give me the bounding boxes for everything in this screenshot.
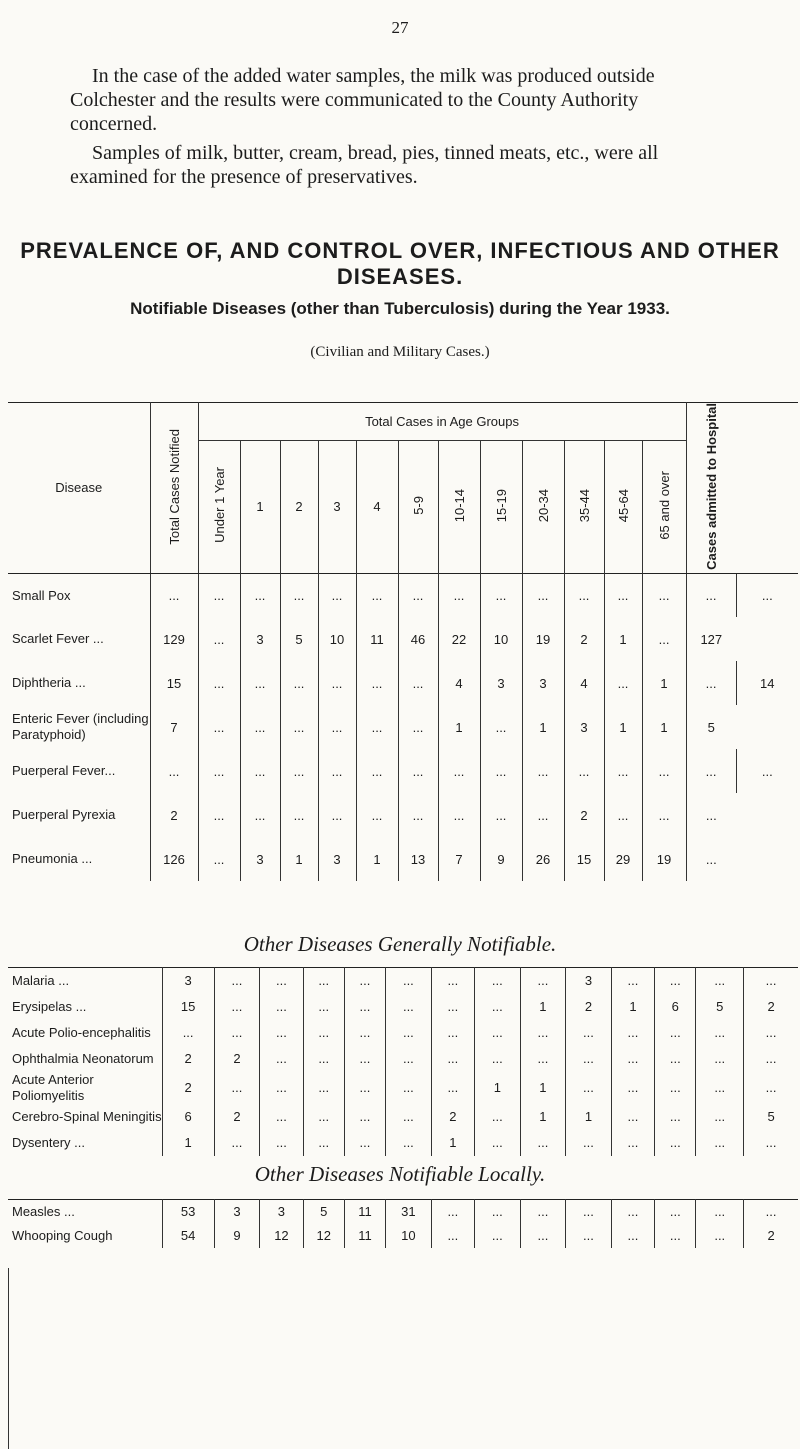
table-cell: 12: [260, 1224, 303, 1248]
table-cell: ...: [318, 661, 356, 705]
header-age-4: 4: [356, 440, 398, 573]
table-row: [8, 1046, 798, 1072]
disease-name: Erysipelas ...: [12, 998, 87, 1014]
table-cell: ...: [475, 1104, 521, 1130]
section2-title: Other Diseases Generally Notifiable.: [243, 932, 557, 956]
table-cell: ...: [744, 968, 798, 994]
table-cell: 127: [686, 617, 736, 661]
table-cell: ...: [611, 1130, 654, 1156]
table-cell: ...: [438, 573, 480, 617]
header-age-under1: Under 1 Year: [198, 440, 240, 573]
table-cell: 19: [522, 617, 564, 661]
table-cell: ...: [198, 837, 240, 881]
table-cell: 2: [162, 1046, 214, 1072]
table-cell: ...: [686, 837, 736, 881]
table-subheading: Notifiable Diseases (other than Tuberculosis) during the Year 1933.: [130, 299, 670, 318]
table-cell: ...: [344, 968, 385, 994]
table-cell: 5: [686, 705, 736, 749]
table-cell: ...: [696, 1046, 744, 1072]
table-cell: ...: [260, 1104, 303, 1130]
table-cell: 15: [162, 994, 214, 1020]
table-cell: ...: [303, 1020, 344, 1046]
table-cell: 3: [162, 968, 214, 994]
table-cell: ...: [214, 1072, 260, 1104]
table-cell: ...: [655, 1020, 696, 1046]
table-cell: 3: [318, 837, 356, 881]
table-cell: ...: [214, 1130, 260, 1156]
table-cell: ...: [604, 749, 642, 793]
table-row: [8, 994, 798, 1020]
table-cell: ...: [642, 617, 686, 661]
table-cell: 2: [162, 1072, 214, 1104]
notifiable-diseases-table: [8, 402, 798, 881]
disease-name: Acute Polio-encephalitis: [12, 1024, 151, 1040]
table-cell: 3: [240, 617, 280, 661]
table-cell: ...: [566, 1224, 612, 1248]
table-cell: ...: [611, 1020, 654, 1046]
table-cell: ...: [386, 1104, 432, 1130]
table-cell: ...: [356, 793, 398, 837]
table-cell: ...: [642, 573, 686, 617]
table-cell: ...: [744, 1200, 798, 1224]
table-cell: ...: [386, 1046, 432, 1072]
table-cell: ...: [564, 573, 604, 617]
header-age-groups: Total Cases in Age Groups: [198, 403, 686, 441]
table-row: [8, 1200, 798, 1224]
table-cell: ...: [318, 705, 356, 749]
table-cell: ...: [431, 1046, 474, 1072]
table-cell: ...: [386, 968, 432, 994]
table-cell: ...: [240, 793, 280, 837]
table-cell: ...: [611, 1046, 654, 1072]
table-cell: 3: [522, 661, 564, 705]
local-notifiable-table: [8, 1199, 798, 1248]
table-cell: ...: [475, 1046, 521, 1072]
table-cell: ...: [318, 573, 356, 617]
table-cell: ...: [611, 1104, 654, 1130]
table-cell: ...: [431, 1200, 474, 1224]
table-cell: 2: [744, 1224, 798, 1248]
table-cell: ...: [480, 573, 522, 617]
table-cell: ...: [522, 793, 564, 837]
disease-name: Enteric Fever (including Paratyphoid): [12, 711, 149, 743]
header-age-5-9: 5-9: [398, 440, 438, 573]
disease-name: Scarlet Fever ...: [12, 631, 104, 647]
table-cell: ...: [303, 968, 344, 994]
table-cell: 11: [356, 617, 398, 661]
table-cell: ...: [566, 1130, 612, 1156]
table-cell: 1: [604, 617, 642, 661]
table-cell: ...: [260, 1046, 303, 1072]
table-cell: ...: [214, 994, 260, 1020]
table-cell: 13: [398, 837, 438, 881]
table-cell: ...: [520, 1224, 566, 1248]
table-cell: 5: [744, 1104, 798, 1130]
table-cell: ...: [438, 793, 480, 837]
table-cell: 1: [604, 705, 642, 749]
table-row: [8, 705, 798, 749]
table-cell: 3: [260, 1200, 303, 1224]
table-cell: 4: [564, 661, 604, 705]
table-cell: ...: [566, 1046, 612, 1072]
table-cell: 1: [642, 661, 686, 705]
table-cell: ...: [318, 749, 356, 793]
header-disease: Disease: [8, 403, 150, 574]
disease-name: Small Pox: [12, 587, 71, 603]
table-cell: ...: [280, 573, 318, 617]
table-cell: ...: [696, 1020, 744, 1046]
page-number: 27: [391, 18, 409, 37]
table-row: [8, 837, 798, 881]
table-cell: ...: [198, 705, 240, 749]
table-cell: ...: [520, 968, 566, 994]
table-cell: ...: [611, 1200, 654, 1224]
table-row: [8, 1104, 798, 1130]
table-cell: ...: [431, 994, 474, 1020]
table-cell: ...: [696, 1104, 744, 1130]
table-cell: ...: [522, 749, 564, 793]
table-cell: 1: [438, 705, 480, 749]
table-cell: ...: [520, 1200, 566, 1224]
table-cell: ...: [686, 661, 736, 705]
table-cell: ...: [431, 1020, 474, 1046]
table-cell: ...: [696, 968, 744, 994]
table-cell: 1: [522, 705, 564, 749]
table-cell: ...: [431, 968, 474, 994]
left-margin-rule: [8, 1268, 9, 1449]
table-row: [8, 1224, 798, 1248]
table-cell: ...: [150, 573, 198, 617]
table-cell: 2: [214, 1046, 260, 1072]
table-cell: 12: [303, 1224, 344, 1248]
table-cell: ...: [522, 573, 564, 617]
table-cell: 54: [162, 1224, 214, 1248]
disease-name: Whooping Cough: [12, 1227, 113, 1243]
table-cell: ...: [642, 793, 686, 837]
section-heading: PREVALENCE OF, AND CONTROL OVER, INFECTIOUS AND OTHER DISEASES.: [20, 238, 780, 289]
table-cell: ...: [475, 1224, 521, 1248]
table-cell: ...: [356, 573, 398, 617]
table-cell: 2: [150, 793, 198, 837]
table-cell: ...: [611, 1072, 654, 1104]
header-age-20-34: 20-34: [522, 440, 564, 573]
table-cell: 6: [162, 1104, 214, 1130]
table-cell: 7: [150, 705, 198, 749]
table-cell: ...: [604, 793, 642, 837]
table-cell: ...: [344, 1130, 385, 1156]
table-cell: ...: [696, 1072, 744, 1104]
table-cell: 5: [696, 994, 744, 1020]
table-cell: ...: [240, 705, 280, 749]
table-cell: ...: [162, 1020, 214, 1046]
table-cell: 15: [564, 837, 604, 881]
table-cell: 3: [566, 968, 612, 994]
table-cell: ...: [611, 968, 654, 994]
table-cell: ...: [344, 994, 385, 1020]
table-cell: ...: [744, 1020, 798, 1046]
table-cell: ...: [655, 1072, 696, 1104]
table-cell: 9: [214, 1224, 260, 1248]
disease-name: Malaria ...: [12, 972, 70, 988]
disease-name: Pneumonia ...: [12, 851, 93, 867]
table-cell: ...: [280, 661, 318, 705]
table-cell: 6: [655, 994, 696, 1020]
table-cell: 1: [162, 1130, 214, 1156]
table-cell: ...: [344, 1104, 385, 1130]
table-row: [8, 968, 798, 994]
table-cell: ...: [356, 705, 398, 749]
section3-title: Other Diseases Notifiable Locally.: [254, 1162, 546, 1186]
table-cell: 3: [214, 1200, 260, 1224]
table-cell: ...: [655, 1200, 696, 1224]
table-cell: ...: [431, 1072, 474, 1104]
table-cell: ...: [303, 1130, 344, 1156]
paragraph-preservatives: Samples of milk, butter, cream, bread, pies, tinned meats, etc., were all examined for the presence of preservatives.: [70, 142, 659, 188]
table-cell: ...: [736, 573, 798, 617]
table-cell: ...: [386, 994, 432, 1020]
table-cell: ...: [260, 1130, 303, 1156]
table-cell: ...: [280, 749, 318, 793]
disease-name: Ophthalmia Neonatorum: [12, 1050, 154, 1066]
table-cell: 3: [564, 705, 604, 749]
header-age-65-over: 65 and over: [642, 440, 686, 573]
table-cell: ...: [475, 1200, 521, 1224]
disease-name: Dysentery ...: [12, 1134, 85, 1150]
table-cell: 15: [150, 661, 198, 705]
table-cell: ...: [398, 793, 438, 837]
table-cell: ...: [398, 705, 438, 749]
table-cell: 126: [150, 837, 198, 881]
table-cell: ...: [150, 749, 198, 793]
header-hospital: Cases admitted to Hospital: [686, 403, 736, 574]
table-cell: ...: [686, 749, 736, 793]
table-cell: ...: [344, 1020, 385, 1046]
table-cell: 5: [280, 617, 318, 661]
table-cell: ...: [214, 968, 260, 994]
table-cell: ...: [344, 1046, 385, 1072]
table-cell: 1: [431, 1130, 474, 1156]
table-cell: ...: [260, 1072, 303, 1104]
table-cell: ...: [214, 1020, 260, 1046]
table-cell: 31: [386, 1200, 432, 1224]
header-total-cases: Total Cases Notified: [150, 403, 198, 574]
table-cell: ...: [566, 1020, 612, 1046]
table-cell: ...: [566, 1200, 612, 1224]
table-cell: 10: [480, 617, 522, 661]
table-cell: ...: [566, 1072, 612, 1104]
table-cell: 1: [611, 994, 654, 1020]
table-cell: ...: [356, 749, 398, 793]
table-cell: ...: [198, 573, 240, 617]
table-cell: ...: [398, 573, 438, 617]
table-cell: ...: [655, 1130, 696, 1156]
table-cell: 1: [642, 705, 686, 749]
table-cell: 5: [303, 1200, 344, 1224]
table-cell: ...: [344, 1072, 385, 1104]
table-cell: ...: [744, 1046, 798, 1072]
table-cell: 11: [344, 1224, 385, 1248]
table-cell: 1: [520, 994, 566, 1020]
table-cell: 1: [520, 1072, 566, 1104]
table-subnote: (Civilian and Military Cases.): [310, 344, 490, 360]
table-cell: ...: [438, 749, 480, 793]
table-cell: ...: [696, 1130, 744, 1156]
paragraph-added-water: In the case of the added water samples, the milk was produced outside Colchester and the results were communicated to the County Authority concerned.: [70, 65, 655, 135]
table-cell: ...: [386, 1020, 432, 1046]
table-cell: ...: [356, 661, 398, 705]
table-cell: 10: [318, 617, 356, 661]
table-cell: ...: [604, 573, 642, 617]
disease-name: Puerperal Fever...: [12, 763, 116, 779]
table-cell: 2: [744, 994, 798, 1020]
table-cell: ...: [480, 705, 522, 749]
header-age-1: 1: [240, 440, 280, 573]
table-cell: 10: [386, 1224, 432, 1248]
header-age-2: 2: [280, 440, 318, 573]
table-cell: ...: [280, 705, 318, 749]
table-row: [8, 661, 798, 705]
disease-name: Diphtheria ...: [12, 675, 86, 691]
table-row: [8, 1072, 798, 1104]
table-cell: 3: [240, 837, 280, 881]
table-cell: 53: [162, 1200, 214, 1224]
table-cell: ...: [475, 1020, 521, 1046]
table-cell: ...: [564, 749, 604, 793]
table-cell: ...: [303, 1104, 344, 1130]
table-cell: 9: [480, 837, 522, 881]
table-cell: 1: [475, 1072, 521, 1104]
table-cell: ...: [398, 749, 438, 793]
table-cell: ...: [480, 793, 522, 837]
header-age-45-64: 45-64: [604, 440, 642, 573]
table-cell: 4: [438, 661, 480, 705]
table-cell: ...: [686, 793, 736, 837]
table-cell: 1: [520, 1104, 566, 1130]
table-cell: 2: [566, 994, 612, 1020]
table-cell: ...: [198, 793, 240, 837]
table-cell: 7: [438, 837, 480, 881]
table-cell: ...: [686, 573, 736, 617]
disease-name: Puerperal Pyrexia: [12, 807, 116, 823]
table-cell: ...: [655, 968, 696, 994]
table-cell: ...: [431, 1224, 474, 1248]
table-cell: ...: [198, 617, 240, 661]
header-age-15-19: 15-19: [480, 440, 522, 573]
table-cell: ...: [744, 1072, 798, 1104]
table-cell: ...: [604, 661, 642, 705]
table-row: [8, 749, 798, 793]
table-cell: ...: [260, 1020, 303, 1046]
header-age-35-44: 35-44: [564, 440, 604, 573]
table-cell: ...: [744, 1130, 798, 1156]
table-cell: ...: [198, 749, 240, 793]
table-cell: 46: [398, 617, 438, 661]
table-cell: ...: [642, 749, 686, 793]
table-cell: 2: [431, 1104, 474, 1130]
table-cell: ...: [520, 1130, 566, 1156]
table-row: [8, 617, 798, 661]
table-row: [8, 573, 798, 617]
table-cell: ...: [696, 1224, 744, 1248]
table-cell: ...: [520, 1020, 566, 1046]
table-cell: ...: [655, 1224, 696, 1248]
table-cell: 11: [344, 1200, 385, 1224]
header-age-10-14: 10-14: [438, 440, 480, 573]
table-cell: ...: [475, 994, 521, 1020]
table-cell: ...: [280, 793, 318, 837]
header-age-3: 3: [318, 440, 356, 573]
table-cell: ...: [198, 661, 240, 705]
disease-name: Measles ...: [12, 1203, 75, 1219]
disease-name: Cerebro-Spinal Meningitis: [12, 1108, 162, 1124]
table-cell: ...: [240, 749, 280, 793]
table-cell: ...: [480, 749, 522, 793]
table-cell: 29: [604, 837, 642, 881]
general-notifiable-table: [8, 967, 798, 1156]
table-cell: 2: [564, 793, 604, 837]
table-row: [8, 1020, 798, 1046]
table-cell: ...: [303, 994, 344, 1020]
table-cell: ...: [386, 1130, 432, 1156]
table-cell: ...: [386, 1072, 432, 1104]
table-cell: ...: [736, 749, 798, 793]
table-cell: ...: [655, 1046, 696, 1072]
table-cell: ...: [240, 573, 280, 617]
table-cell: 3: [480, 661, 522, 705]
table-cell: 26: [522, 837, 564, 881]
table-cell: ...: [303, 1046, 344, 1072]
table-cell: ...: [696, 1200, 744, 1224]
table-cell: ...: [260, 994, 303, 1020]
table-cell: ...: [398, 661, 438, 705]
table-cell: 19: [642, 837, 686, 881]
table-cell: 2: [214, 1104, 260, 1130]
table-cell: 1: [566, 1104, 612, 1130]
table-cell: 1: [280, 837, 318, 881]
table-cell: ...: [611, 1224, 654, 1248]
table-cell: 2: [564, 617, 604, 661]
table-cell: ...: [260, 968, 303, 994]
table-cell: ...: [475, 968, 521, 994]
table-cell: 1: [356, 837, 398, 881]
table-row: [8, 793, 798, 837]
table-cell: ...: [303, 1072, 344, 1104]
table-row: [8, 1130, 798, 1156]
disease-name: Acute Anterior Poliomyelitis: [12, 1071, 94, 1103]
table-cell: ...: [520, 1046, 566, 1072]
table-cell: ...: [318, 793, 356, 837]
table-cell: ...: [655, 1104, 696, 1130]
table-cell: ...: [240, 661, 280, 705]
table-cell: 129: [150, 617, 198, 661]
table-cell: 22: [438, 617, 480, 661]
table-cell: 14: [736, 661, 798, 705]
table-cell: ...: [475, 1130, 521, 1156]
